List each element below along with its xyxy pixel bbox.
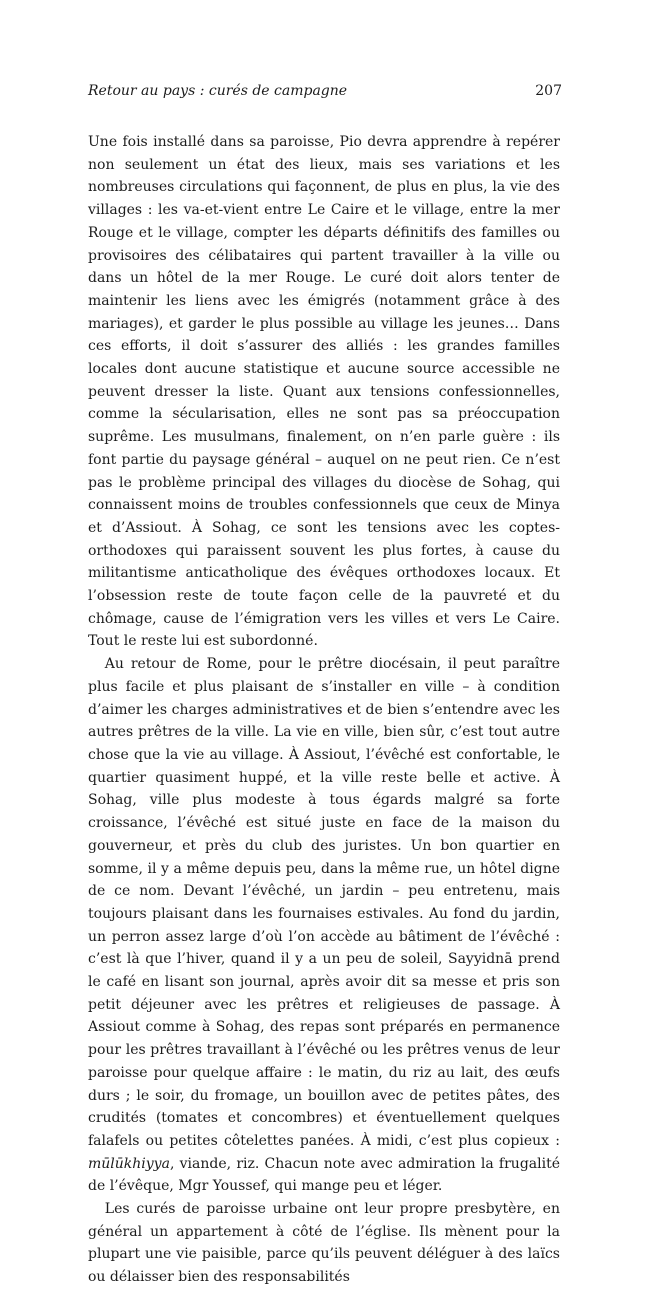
paragraph-2 [88, 653, 560, 1198]
paragraph-2-text-after: , viande, riz. Chacun note avec admiration la frugalité de l’évêque, Mgr Youssef, qui mange peu et léger. [88, 1155, 560, 1195]
paragraph-2-italic-term: mūlūkhiyya [88, 1155, 170, 1172]
paragraph-2-text-before: Au retour de Rome, pour le prêtre diocésain, il peut paraître plus facile et plus plaisant de s’installer en ville – à condition d’aimer les charges administratives et de bien s’entendre avec les autres prêtres de la ville. La vie en ville, bien sûr, c’est tout autre chose que la vie au village. À Assiout, l’évêché est confortable, le quartier quasiment huppé, et la ville reste belle et active. À Sohag, ville plus modeste à tous égards malgré sa forte croissance, l’évêché est situé juste en face de la maison du gouverneur, et près du club des juristes. Un bon quartier en somme, il y a même depuis peu, dans la même rue, un hôtel digne de ce nom. Devant l’évêché, un jardin – peu entretenu, mais toujours plaisant dans les fournaises estivales. Au fond du jardin, un perron assez large d’où l’on accède au bâtiment de l’évêché : c’est là que l’hiver, quand il y a un peu de soleil, Sayyidnā prend le café en lisant son journal, après avoir dit sa messe et pris son petit déjeuner avec les prêtres et religieuses de passage. À Assiout comme à Sohag, des repas sont préparés en permanence pour les prêtres travaillant à l’évêché ou les prêtres venus de leur paroisse pour quelque affaire : le matin, du riz au lait, des œufs durs ; le soir, du fromage, un bouillon avec de petites pâtes, des crudités (tomates et concombres) et éventuellement quelques falafels ou petites côtelettes panées. À midi, c’est plus copieux : [88, 656, 560, 1149]
page-number: 207 [535, 83, 562, 99]
running-title: Retour au pays : curés de campagne [88, 83, 348, 99]
paragraph-3: Les curés de paroisse urbaine ont leur propre presbytère, en général un appartement à côté de l’église. Ils mènent pour la plupart une vie paisible, parce qu’ils peuvent déléguer à des laïcs ou délaisser bien des responsabilités [88, 1201, 560, 1286]
body-text [88, 131, 560, 1289]
paragraph-1: Une fois installé dans sa paroisse, Pio devra apprendre à repérer non seulement un état des lieux, mais ses variations et les nombreuses circulations qui façonnent, de plus en plus, la vie des villages : les va-et-vient entre Le Caire et le village, entre la mer Rouge et le village, compter les départs définitifs des familles ou provisoires des célibataires qui partent travailler à la ville ou dans un hôtel de la mer Rouge. Le curé doit alors tenter de maintenir les liens avec les émigrés (notamment grâce à des mariages), et garder le plus possible au village les jeunes… Dans ces efforts, il doit s’assurer des alliés : les grandes familles locales dont aucune statistique et aucune source accessible ne peuvent dresser la liste. Quant aux tensions confessionnelles, comme la sécularisation, elles ne sont pas sa préoccupation suprême. Les musulmans, finalement, on n’en parle guère : ils font partie du paysage général – auquel on ne peut rien. Ce n’est pas le problème principal des villages du diocèse de Sohag, qui connaissent moins de troubles confessionnels que ceux de Minya et d’Assiout. À Sohag, ce sont les tensions avec les coptes-orthodoxes qui paraissent souvent les plus fortes, à cause du militantisme anticatholique des évêques orthodoxes locaux. Et l’obsession reste de toute façon celle de la pauvreté et du chômage, cause de l’émigration vers les villes et vers Le Caire. Tout le reste lui est subordonné. [88, 134, 560, 650]
